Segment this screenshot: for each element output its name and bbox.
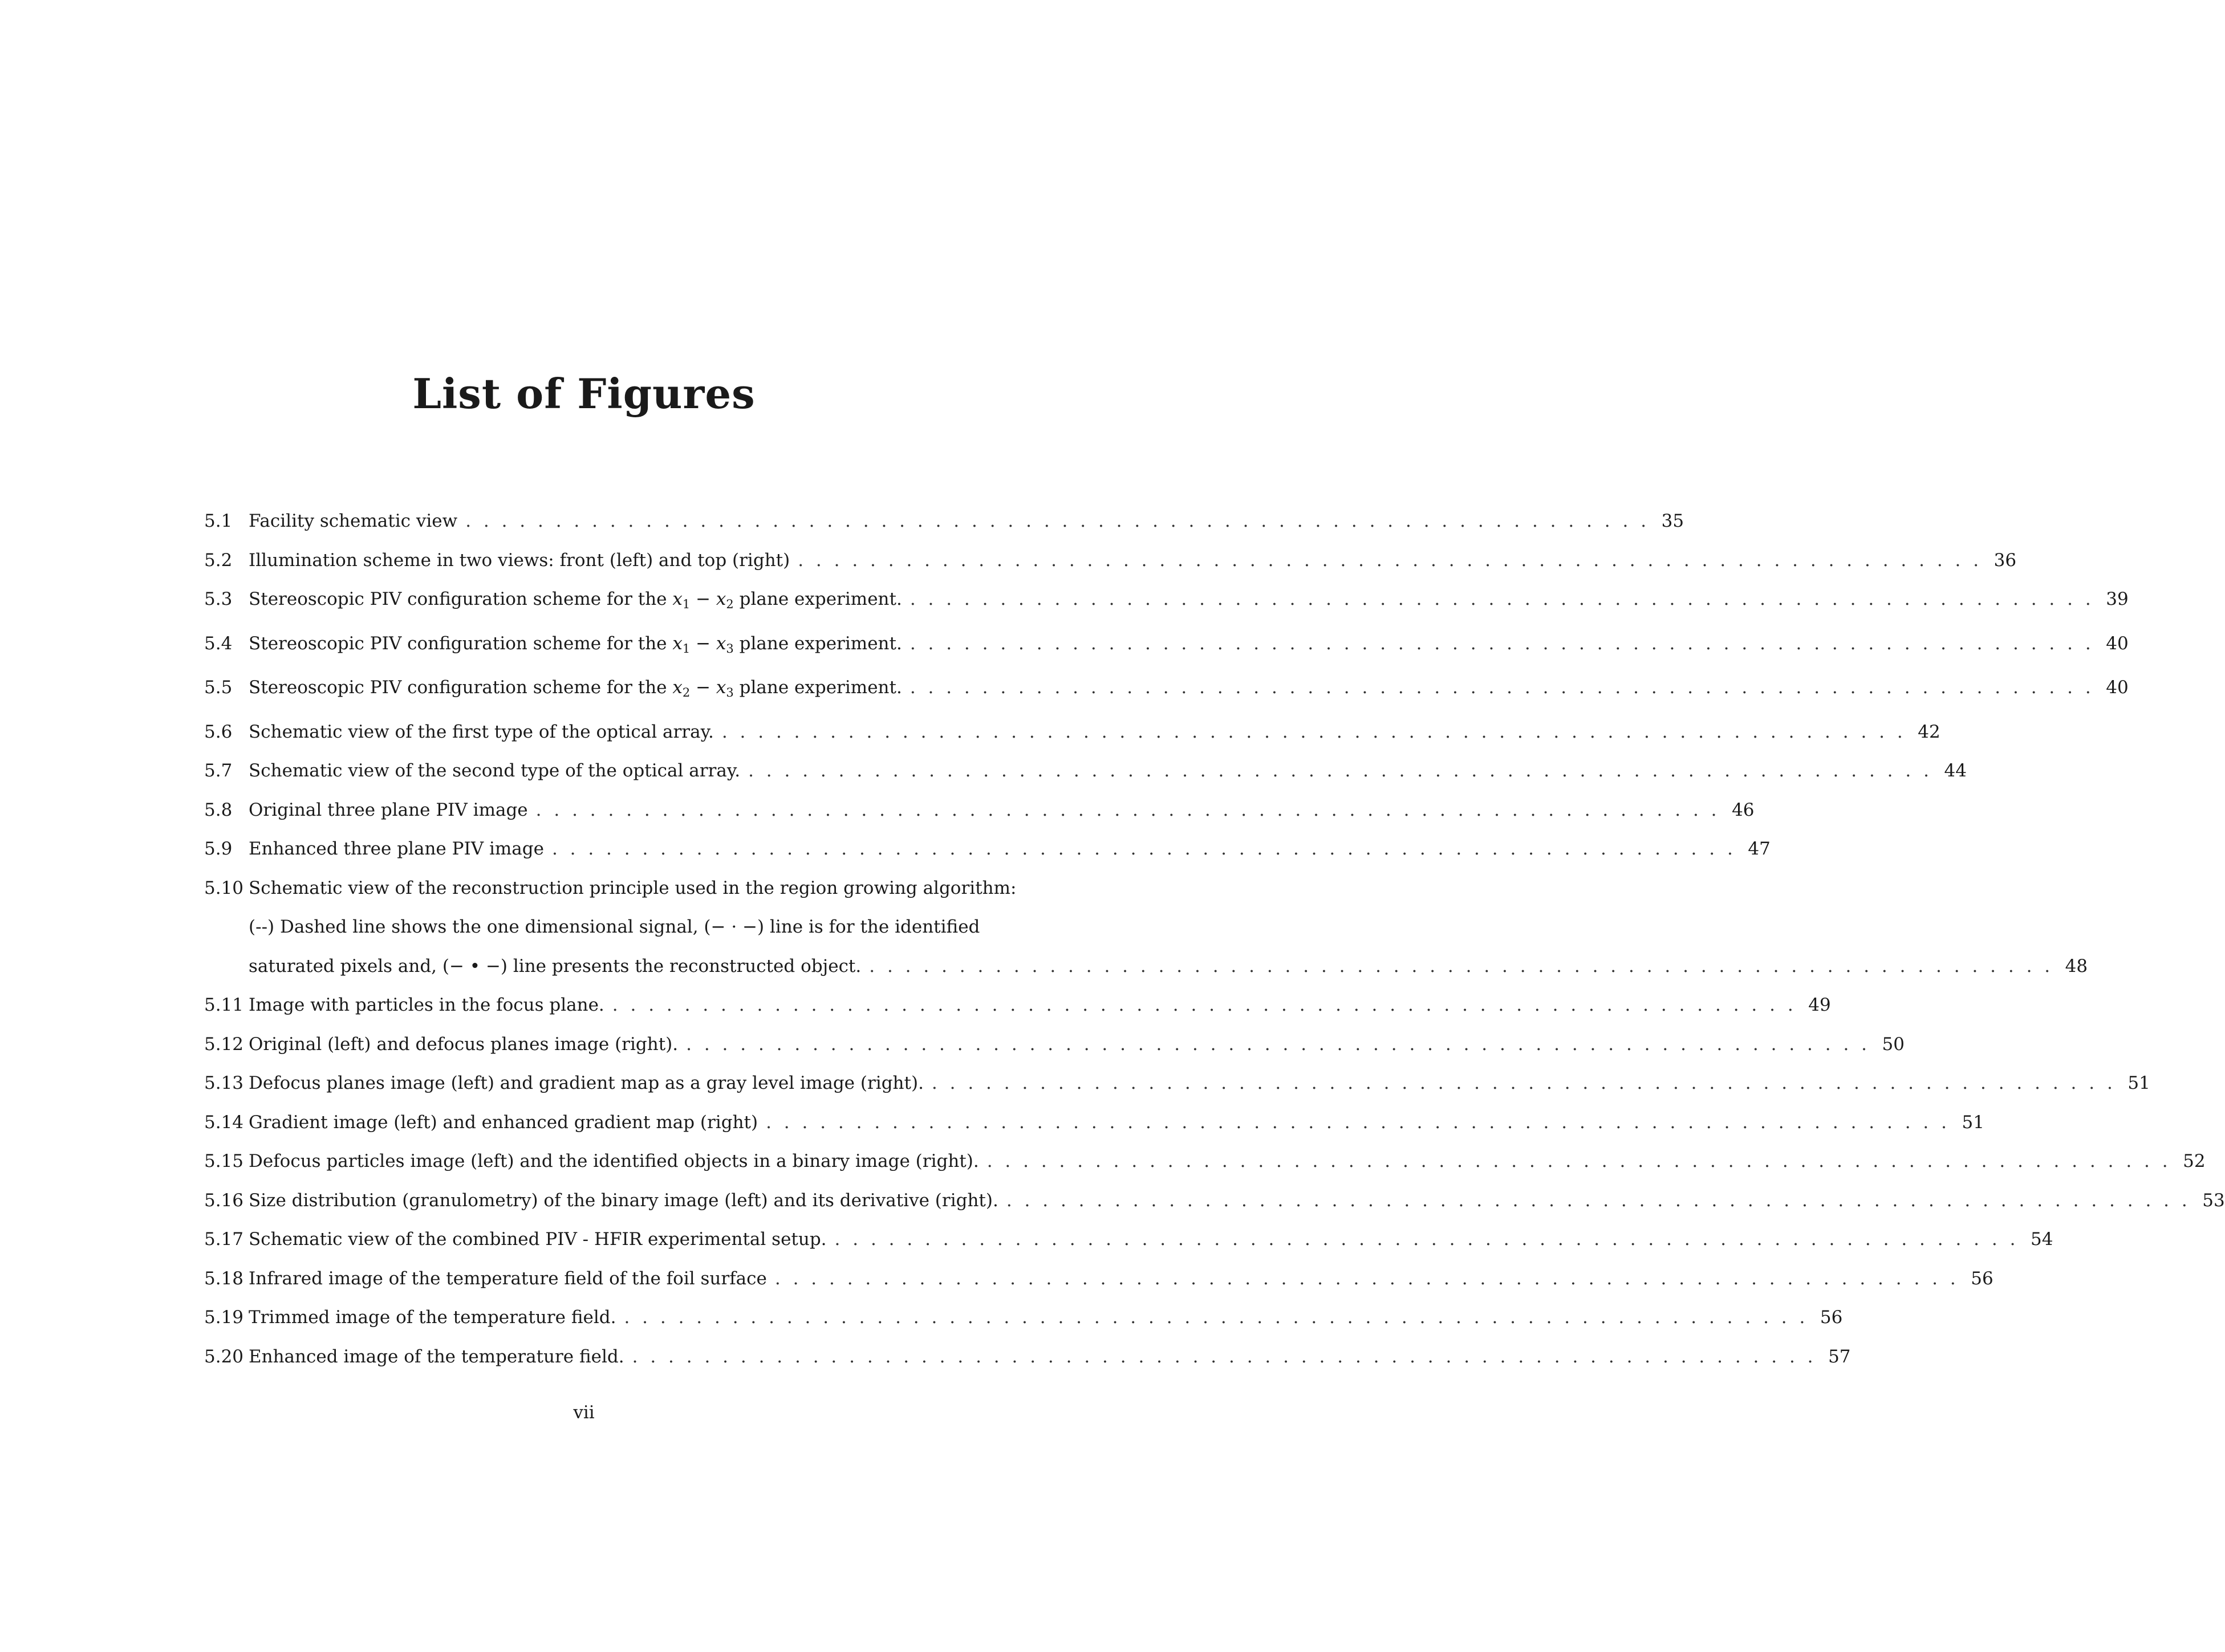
- figure-caption: Defocus particles image (left) and the identified objects in a binary image (right).: [249, 1151, 979, 1171]
- figure-number: 5.17: [204, 1229, 244, 1250]
- dot-leader: . . . . . . . . . . . . . . . . . . . . . . . . . . . . . . . . . . . . . . . . . . . . . . . . . . . . . . . . . . . . . . . . . .: [774, 1268, 1959, 1289]
- dot-leader: . . . . . . . . . . . . . . . . . . . . . . . . . . . . . . . . . . . . . . . . . . . . . . . . . . . . . . . . . . . . . . . . . .: [721, 721, 1906, 742]
- page-ref: 40: [2106, 677, 2129, 698]
- dot-leader: . . . . . . . . . . . . . . . . . . . . . . . . . . . . . . . . . . . . . . . . . . . . . . . . . . . . . . . . . . . . . . . . . .: [748, 760, 1932, 781]
- figure-caption: Original (left) and defocus planes image (right).: [249, 1033, 679, 1055]
- page-ref: 47: [1748, 839, 1771, 859]
- page-ref: 39: [2106, 589, 2129, 609]
- list-item-5-15[interactable]: [204, 1142, 2206, 1181]
- figure-caption: Trimmed image of the temperature field.: [249, 1307, 616, 1328]
- figure-caption: Schematic view of the combined PIV - HFIR experimental setup.: [249, 1229, 827, 1250]
- list-item-5-1[interactable]: [204, 502, 1684, 541]
- page-ref: 49: [1808, 995, 1831, 1015]
- dot-leader: . . . . . . . . . . . . . . . . . . . . . . . . . . . . . . . . . . . . . . . . . . . . . . . . . . . . . . . . . . . . . . . . . .: [551, 839, 1736, 859]
- dot-leader: . . . . . . . . . . . . . . . . . . . . . . . . . . . . . . . . . . . . . . . . . . . . . . . . . . . . . . . . . . . . . . . . . .: [535, 799, 1720, 820]
- page-ref: 44: [1944, 760, 1967, 781]
- list-item-5-10[interactable]: [204, 869, 2088, 986]
- page-ref: 35: [1661, 511, 1684, 531]
- figure-caption: Original three plane PIV image: [249, 799, 528, 820]
- list-item-5-17[interactable]: [204, 1220, 2053, 1259]
- figure-number: 5.14: [204, 1112, 244, 1133]
- figure-number: 5.9: [204, 839, 233, 859]
- figure-caption: Infrared image of the temperature field of the foil surface: [249, 1268, 767, 1289]
- list-item-5-5[interactable]: [204, 668, 2129, 713]
- page-ref: 36: [1993, 550, 2017, 571]
- page-ref: 46: [1732, 799, 1755, 820]
- page-ref: 42: [1918, 721, 1940, 742]
- figure-caption: Gradient image (left) and enhanced gradient map (right): [249, 1112, 758, 1133]
- figure-caption: Illumination scheme in two views: front (left) and top (right): [249, 550, 790, 571]
- figure-caption-line: saturated pixels and, (− • −) line presents the reconstructed object.: [249, 955, 862, 976]
- figure-caption: Stereoscopic PIV configuration scheme for the $x_2 - x_3$ plane experiment.: [249, 677, 902, 699]
- list-item-5-20[interactable]: [204, 1337, 1851, 1377]
- figure-number: 5.13: [204, 1073, 244, 1093]
- figure-caption: Schematic view of the second type of the optical array.: [249, 760, 741, 781]
- list-item-5-6[interactable]: [204, 713, 1940, 752]
- page-ref: 51: [2127, 1073, 2150, 1093]
- figure-number: 5.6: [204, 721, 233, 742]
- page-ref: 57: [1828, 1346, 1851, 1367]
- page-title: List of Figures: [412, 369, 756, 418]
- figure-caption: Size distribution (granulometry) of the binary image (left) and its derivative (right).: [249, 1190, 998, 1211]
- figure-number: 5.19: [204, 1307, 244, 1328]
- figure-caption: Enhanced image of the temperature field.: [249, 1346, 624, 1367]
- list-item-5-11[interactable]: [204, 986, 1831, 1025]
- page-ref: 51: [1962, 1112, 1984, 1133]
- list-item-5-4[interactable]: [204, 624, 2129, 669]
- dot-leader: . . . . . . . . . . . . . . . . . . . . . . . . . . . . . . . . . . . . . . . . . . . . . . . . . . . . . . . . . . . . . . . . . .: [869, 955, 2054, 976]
- figure-number: 5.8: [204, 799, 233, 820]
- figure-number: 5.15: [204, 1151, 244, 1171]
- figure-number: 5.5: [204, 677, 233, 698]
- figure-caption: Stereoscopic PIV configuration scheme for the $x_1 - x_2$ plane experiment.: [249, 589, 902, 611]
- page-ref: 56: [1971, 1268, 1993, 1289]
- list-item-5-12[interactable]: [204, 1025, 1905, 1064]
- figure-number: 5.20: [204, 1346, 244, 1367]
- figure-caption: Enhanced three plane PIV image: [249, 839, 544, 859]
- list-item-5-2[interactable]: [204, 541, 2017, 580]
- figure-list: [204, 502, 2225, 1376]
- dot-leader: . . . . . . . . . . . . . . . . . . . . . . . . . . . . . . . . . . . . . . . . . . . . . . . . . . . . . . . . . . . . . . . . . .: [766, 1112, 1950, 1133]
- list-item-5-16[interactable]: [204, 1181, 2225, 1220]
- figure-number: 5.16: [204, 1190, 244, 1211]
- figure-caption-line: (--) Dashed line shows the one dimensional signal, (− · −) line is for the identified: [249, 917, 980, 937]
- figure-number: 5.11: [204, 995, 244, 1015]
- page-ref: 52: [2183, 1151, 2206, 1171]
- figure-number: 5.1: [204, 511, 233, 531]
- list-item-5-14[interactable]: [204, 1103, 1984, 1142]
- dot-leader: . . . . . . . . . . . . . . . . . . . . . . . . . . . . . . . . . . . . . . . . . . . . . . . . . . . . . . . . . . . . . . . . . .: [686, 1033, 1870, 1055]
- page-ref: 56: [1820, 1307, 1843, 1328]
- figure-number: 5.12: [204, 1033, 244, 1055]
- figure-number: 5.7: [204, 760, 233, 781]
- dot-leader: . . . . . . . . . . . . . . . . . . . . . . . . . . . . . . . . . . . . . . . . . . . . . . . . . . . . . . . . . . . . . . . . . .: [834, 1229, 2019, 1250]
- dot-leader: . . . . . . . . . . . . . . . . . . . . . . . . . . . . . . . . . . . . . . . . . . . . . . . . . . . . . . . . . . . . . . . . . .: [931, 1073, 2116, 1093]
- dot-leader: . . . . . . . . . . . . . . . . . . . . . . . . . . . . . . . . . . . . . . . . . . . . . . . . . . . . . . . . . . . . . . . . . .: [624, 1307, 1809, 1328]
- figure-caption: Facility schematic view: [249, 511, 458, 531]
- figure-number: 5.2: [204, 550, 233, 571]
- list-item-5-18[interactable]: [204, 1259, 1993, 1299]
- list-item-5-8[interactable]: [204, 791, 1755, 830]
- dot-leader: . . . . . . . . . . . . . . . . . . . . . . . . . . . . . . . . . . . . . . . . . . . . . . . . . . . . . . . . . . . . . . . . . .: [1006, 1190, 2191, 1211]
- figure-caption: Image with particles in the focus plane.: [249, 995, 604, 1015]
- list-item-5-9[interactable]: [204, 829, 1771, 869]
- dot-leader: . . . . . . . . . . . . . . . . . . . . . . . . . . . . . . . . . . . . . . . . . . . . . . . . . . . . . . . . . . . . . . . . . .: [986, 1151, 2171, 1171]
- dot-leader: . . . . . . . . . . . . . . . . . . . . . . . . . . . . . . . . . . . . . . . . . . . . . . . . . . . . . . . . . . . . . . . . . .: [910, 633, 2094, 654]
- page-ref: 54: [2030, 1229, 2053, 1250]
- page-ref: 53: [2202, 1190, 2225, 1211]
- page-ref: 48: [2065, 955, 2088, 976]
- dot-leader: . . . . . . . . . . . . . . . . . . . . . . . . . . . . . . . . . . . . . . . . . . . . . . . . . . . . . . . . . . . . . . . . . .: [910, 677, 2094, 698]
- figure-number: 5.3: [204, 589, 233, 609]
- page-number: vii: [573, 1402, 595, 1423]
- dot-leader: . . . . . . . . . . . . . . . . . . . . . . . . . . . . . . . . . . . . . . . . . . . . . . . . . . . . . . . . . . . . . . . . . .: [465, 511, 1650, 531]
- page-ref: 40: [2106, 633, 2129, 654]
- figure-caption: Defocus planes image (left) and gradient map as a gray level image (right).: [249, 1073, 924, 1093]
- list-item-5-13[interactable]: [204, 1064, 2150, 1103]
- page-ref: 50: [1882, 1033, 1905, 1055]
- dot-leader: . . . . . . . . . . . . . . . . . . . . . . . . . . . . . . . . . . . . . . . . . . . . . . . . . . . . . . . . . . . . . . . . . .: [798, 550, 1983, 571]
- figure-number: 5.18: [204, 1268, 244, 1289]
- dot-leader: . . . . . . . . . . . . . . . . . . . . . . . . . . . . . . . . . . . . . . . . . . . . . . . . . . . . . . . . . . . . . . . . . .: [910, 589, 2094, 609]
- list-item-5-7[interactable]: [204, 751, 1967, 791]
- figure-number: 5.10: [204, 877, 244, 898]
- dot-leader: . . . . . . . . . . . . . . . . . . . . . . . . . . . . . . . . . . . . . . . . . . . . . . . . . . . . . . . . . . . . . . . . . .: [632, 1346, 1817, 1367]
- dot-leader: . . . . . . . . . . . . . . . . . . . . . . . . . . . . . . . . . . . . . . . . . . . . . . . . . . . . . . . . . . . . . . . . . .: [612, 995, 1797, 1015]
- figure-caption: Schematic view of the first type of the optical array.: [249, 721, 714, 742]
- figure-caption-line: Schematic view of the reconstruction principle used in the region growing algorithm:: [249, 877, 1017, 898]
- figure-caption: Stereoscopic PIV configuration scheme for the $x_1 - x_3$ plane experiment.: [249, 633, 902, 656]
- list-item-5-3[interactable]: [204, 580, 2129, 624]
- figure-number: 5.4: [204, 633, 233, 654]
- list-item-5-19[interactable]: [204, 1298, 1843, 1337]
